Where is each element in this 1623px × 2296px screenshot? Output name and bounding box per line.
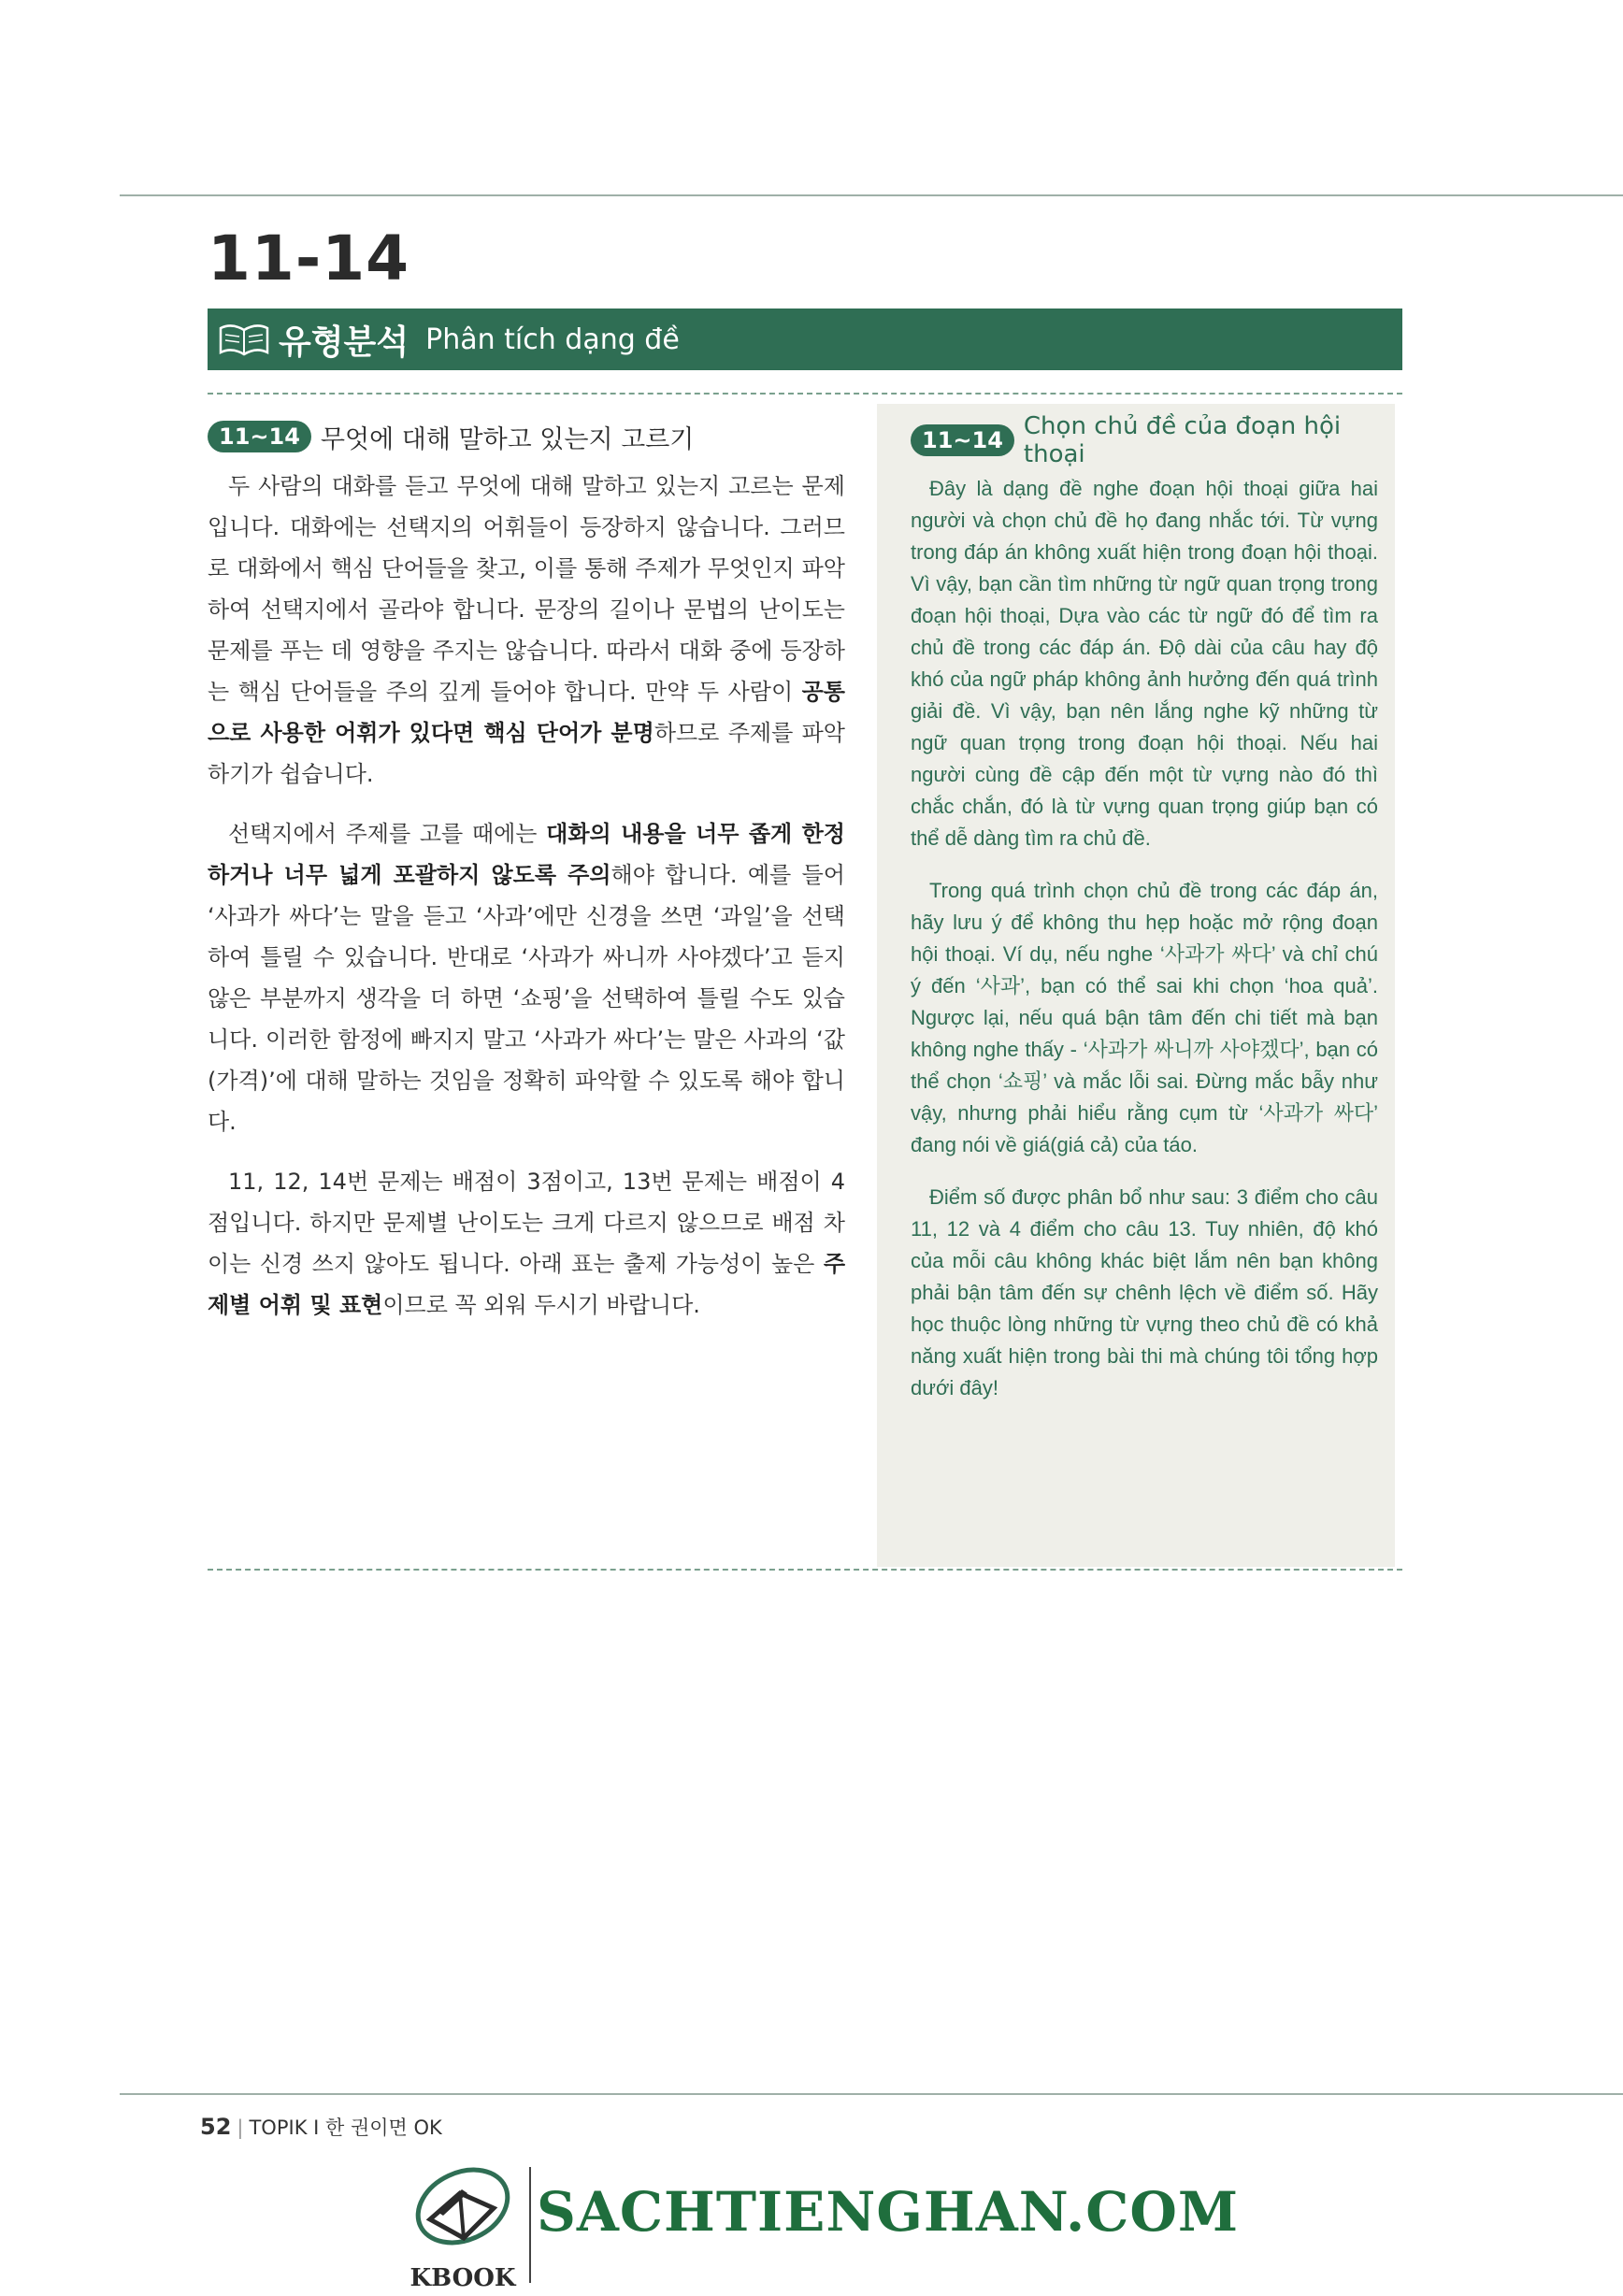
banner-title-vi: Phân tích dạng đề xyxy=(425,323,680,356)
text-run: 해야 합니다. 예를 들어 ‘사과가 싸다’는 말을 듣고 ‘사과’에만 신경을 쓰면 ‘과일’을 선택하여 틀릴 수 있습니다. 반대로 ‘사과가 싸니까 사야겠다’고 듣지 않은 부분까지 생각을 더 하면 ‘쇼핑’을 선택하여 틀릴 수도 있습니다. 이러한 함정에 빠지지 말고 ‘사과가 싸다’는 말은 사과의 ‘값(가격)’에 대해 말하는 것임을 정확히 파악할 수 있도록 해야 합니다. xyxy=(208,862,845,1135)
vietnamese-sidebar xyxy=(877,404,1395,1567)
kbook-logo-text: KBOOK xyxy=(409,2264,516,2292)
open-book-icon xyxy=(217,321,271,358)
page-number: 52 xyxy=(200,2114,232,2140)
korean-paragraph-2 xyxy=(208,813,845,1142)
bold-phrase: 주제별 어휘 및 표현 xyxy=(208,1251,845,1318)
text-run: 하므로 주제를 파악하기가 쉽습니다. xyxy=(208,720,845,787)
korean-column xyxy=(208,417,845,1326)
banner-title-ko: 유형분석 xyxy=(279,323,409,362)
vietnamese-paragraph-3: Điểm số được phân bổ như sau: 3 điểm cho câu 11, 12 và 4 điểm cho câu 13. Tuy nhiên, độ khó của mỗi câu không khác biệt lắm nên bạn không phải bận tâm đến sự chênh lệch về điểm số. Hãy học thuộc lòng những từ vựng theo chủ đề có khả năng xuất hiện trong bài thi mà chúng tôi tổng hợp dưới đây! xyxy=(911,1185,1378,1399)
book-title: TOPIK I 한 권이면 OK xyxy=(249,2117,442,2139)
logo-separator xyxy=(529,2167,531,2283)
top-rule xyxy=(120,194,1623,196)
text-run: 선택지에서 주제를 고를 때에는 xyxy=(228,821,547,847)
kbook-logo-icon xyxy=(402,2152,524,2262)
vietnamese-heading-title: Chọn chủ đề của đoạn hội thoại xyxy=(1023,412,1342,468)
dashed-divider-top xyxy=(208,393,1402,395)
dashed-divider-bottom xyxy=(208,1569,1402,1571)
text-run: 두 사람의 대화를 듣고 무엇에 대해 말하고 있는지 고르는 문제입니다. 대화에는 선택지의 어휘들이 등장하지 않습니다. 그러므로 대화에서 핵심 단어들을 찾고, 이를 통해 주제가 무엇인지 파악하여 선택지에서 골라야 합니다. 문장의 길이나 문법의 난이도는 문제를 푸는 데 영향을 주지는 않습니다. 따라서 대화 중에 등장하는 핵심 단어들을 주의 깊게 들어야 합니다. 만약 두 사람이 xyxy=(208,473,845,705)
bold-phrase: 대화의 내용을 너무 좁게 한정하거나 너무 넓게 포괄하지 않도록 주의 xyxy=(208,821,845,888)
bottom-rule xyxy=(120,2093,1623,2095)
section-number: 11-14 xyxy=(208,222,410,294)
text-run: 이므로 꼭 외워 두시기 바랍니다. xyxy=(382,1292,700,1318)
vietnamese-paragraph-2: Trong quá trình chọn chủ đề trong các đáp án, hãy lưu ý để không thu hẹp hoặc mở rộng đoạn hội thoại. Ví dụ, nếu nghe ‘사과가 싸다’ và chỉ chú ý đến ‘사과’, bạn có thể sai khi chọn ‘hoa quả’. Ngược lại, nếu quá bận tâm đến chi tiết mà bạn không nghe thấy - ‘사과가 싸니까 사야겠다’, bạn có thể chọn ‘쇼핑’ và mắc lỗi sai. Đừng mắc bẫy như vậy, nhưng phải hiểu rằng cụm từ ‘사과가 싸다’ đang nói về giá(giá cả) của táo. xyxy=(911,879,1378,1156)
question-range-tag: 11~14 xyxy=(208,421,311,452)
korean-heading xyxy=(208,417,845,456)
page-footer xyxy=(200,2113,442,2141)
text-run: 11, 12, 14번 문제는 배점이 3점이고, 13번 문제는 배점이 4점입니다. 하지만 문제별 난이도는 크게 다르지 않으므로 배점 차이는 신경 쓰지 않아도 됩니다. 아래 표는 출제 가능성이 높은 xyxy=(208,1169,845,1277)
vietnamese-paragraph-1: Đây là dạng đề nghe đoạn hội thoại giữa hai người và chọn chủ đề họ đang nhắc tới. Từ vựng trong đáp án không xuất hiện trong đoạn hội thoại. Vì vậy, bạn cần tìm những từ ngữ quan trọng trong đoạn hội thoại, Dựa vào các từ ngữ đó để tìm ra chủ đề trong các đáp án. Độ dài của câu hay độ khó của ngữ pháp không ảnh hưởng đến quá trình giải đề. Vì vậy, bạn nên lắng nghe kỹ những từ ngữ quan trọng trong đoạn hội thoại. Nếu hai người cùng đề cập đến một từ vựng nào đó thì chắc chắn, đó là từ vựng quan trọng giúp bạn có thể dễ dàng tìm ra chủ đề. xyxy=(911,477,1378,850)
vietnamese-heading xyxy=(911,412,1378,468)
footer-separator: | xyxy=(237,2117,244,2139)
korean-paragraph-3 xyxy=(208,1161,845,1326)
bold-phrase: 공통으로 사용한 어휘가 있다면 핵심 단어가 분명 xyxy=(208,679,845,746)
korean-heading-title: 무엇에 대해 말하고 있는지 고르기 xyxy=(320,424,695,454)
korean-paragraph-1 xyxy=(208,466,845,795)
kbook-logo xyxy=(402,2152,524,2292)
site-watermark: SACHTIENGHAN.COM xyxy=(537,2180,1240,2244)
section-banner xyxy=(208,309,1402,370)
question-range-tag: 11~14 xyxy=(911,424,1014,456)
